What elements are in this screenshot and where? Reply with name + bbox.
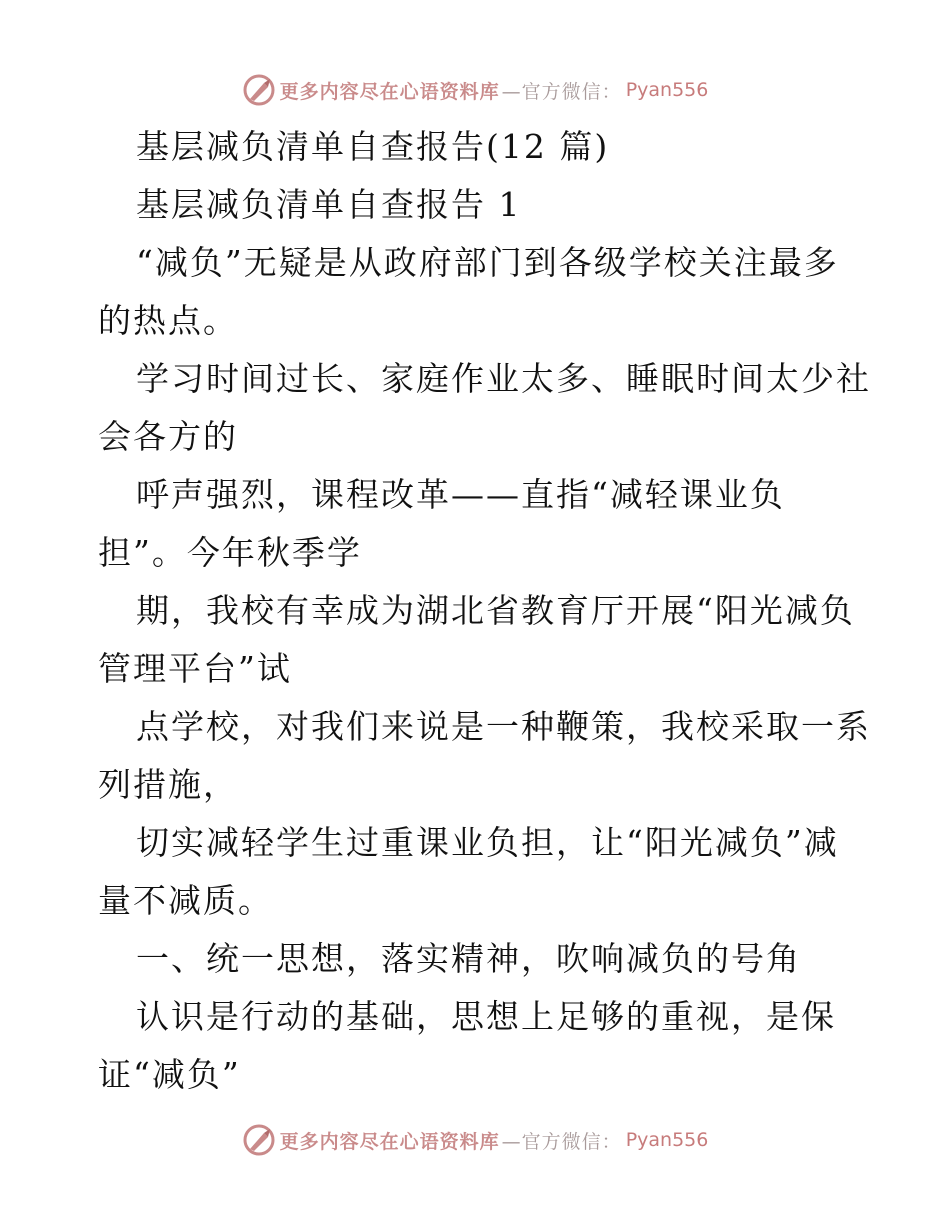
text-line: 担”。今年秋季学 — [98, 533, 362, 572]
text-line: 管理平台”试 — [98, 649, 292, 688]
banner-account-text: Pyan556 — [625, 79, 709, 101]
pen-nib-logo-icon — [242, 1123, 276, 1157]
text-line: 期，我校有幸成为湖北省教育厅开展“阳光减负 — [136, 591, 855, 630]
text-line: 点学校，对我们来说是一种鞭策，我校采取一系 — [136, 707, 871, 746]
banner-dash-text: —官方微信： — [501, 1130, 622, 1153]
text-line: 学习时间过长、家庭作业太多、睡眠时间太少社 — [136, 359, 871, 398]
text-line: 证“减负” — [98, 1055, 241, 1094]
banner-brand-text: 更多内容尽在心语资料库 — [279, 80, 500, 103]
header-watermark-banner — [0, 70, 950, 110]
text-line: 认识是行动的基础，思想上足够的重视，是保 — [136, 997, 836, 1036]
text-line: “减负”无疑是从政府部门到各级学校关注最多 — [136, 243, 839, 282]
banner-account-text: Pyan556 — [625, 1129, 709, 1151]
footer-watermark-banner — [0, 1120, 950, 1160]
pen-nib-logo-icon — [242, 73, 276, 107]
text-line: 基层减负清单自查报告 1 — [136, 185, 522, 224]
text-line: 的热点。 — [98, 301, 238, 340]
text-line: 基层减负清单自查报告(12 篇) — [136, 127, 610, 166]
text-line: 呼声强烈，课程改革——直指“减轻课业负 — [136, 475, 785, 514]
document-body — [98, 118, 871, 1104]
banner-brand-text: 更多内容尽在心语资料库 — [279, 1130, 500, 1153]
text-line: 量不减质。 — [98, 881, 273, 920]
banner-dash-text: —官方微信： — [501, 80, 622, 103]
text-line: 一、统一思想，落实精神，吹响减负的号角 — [136, 939, 801, 978]
text-line: 切实减轻学生过重课业负担，让“阳光减负”减 — [136, 823, 839, 862]
text-line: 会各方的 — [98, 417, 238, 456]
text-line: 列措施， — [98, 765, 238, 804]
